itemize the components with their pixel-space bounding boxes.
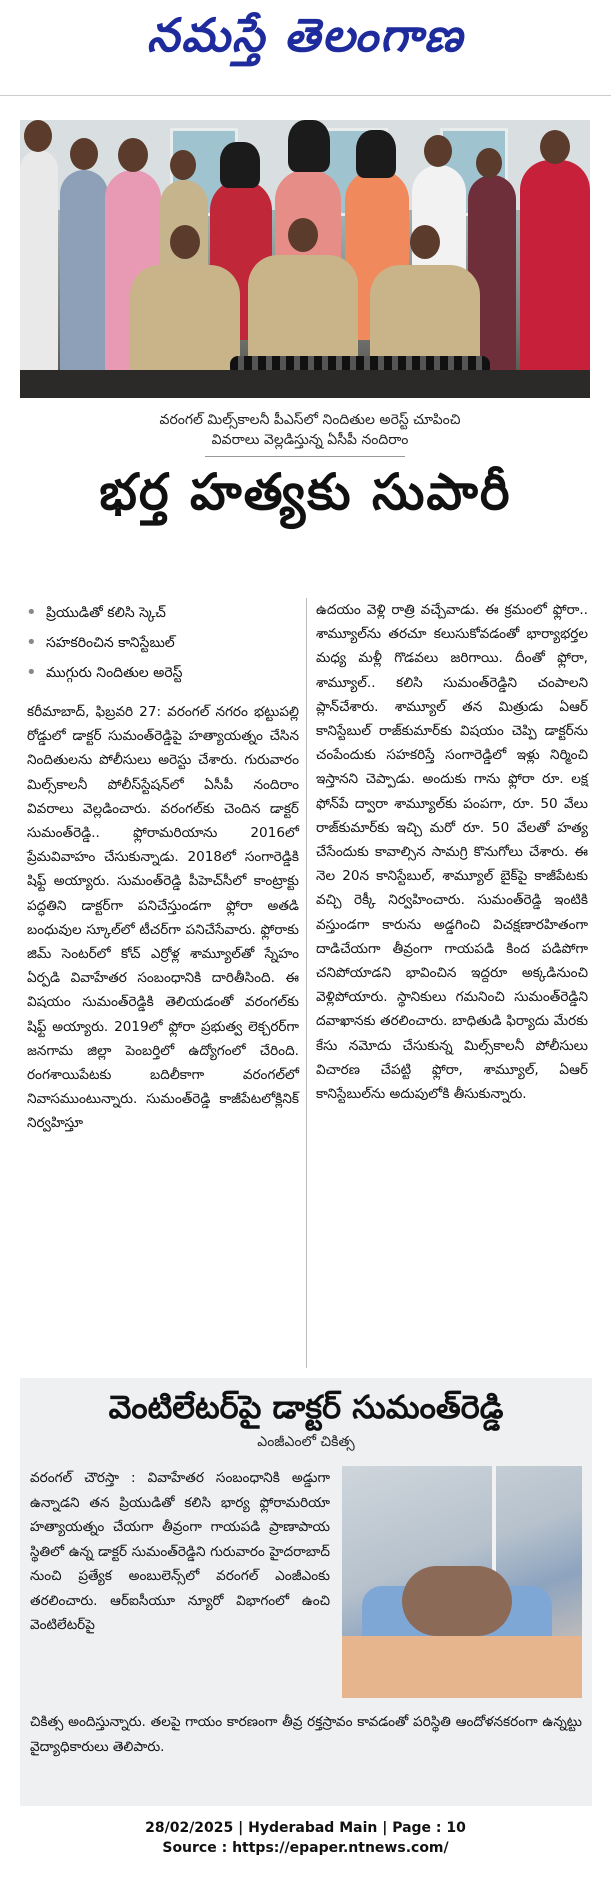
sidebar-story-text-continued: చికిత్స అందిస్తున్నారు. తలపై గాయం కారణంగా తీవ్ర రక్తస్రావం కావడంతో పరిస్థితి ఆందోళనకరంగా ఉన్నట్టు వైద్యాధికారులు తెలిపారు. (30, 1714, 582, 1755)
highlights-list (24, 598, 314, 688)
photo-caption-line2: వివరాలు వెల్లడిస్తున్న ఏసీపీ నందిరాం (211, 432, 409, 448)
sidebar-story-title: వెంటిలేటర్‌పై డాక్టర్ సుమంత్‌రెడ్డి (108, 1388, 504, 1426)
sidebar-story-box (20, 1378, 592, 1806)
article-headline: భర్త హత్యకు సుపారీ (99, 462, 512, 521)
article-column-right: ఉదయం వెళ్లి రాత్రి వచ్చేవాడు. ఈ క్రమంలో ఫ్లోరా.. శామ్యూల్‌ను తరచూ కలుసుకోవడంతో భార్యాభర్తల మధ్య మళ్లీ గొడవలు జరిగాయి. దీంతో ఫ్లోరా, శామ్యూల్.. కలిసి సుమంత్‌రెడ్డిని చంపాలని ప్లాన్‌చేశారు. శామ్యూల్ తన మిత్రుడు ఏఆర్ కానిస్టేబుల్ రాజ్‌కుమార్‌కు విషయం చెప్పి డాక్టర్‌ను చంపేందుకు సహకరిస్తే సంగారెడ్డిలో ఇళ్లు నిర్మించి ఇస్తానని చెప్పాడు. అందుకు గాను ఫ్లోరా రూ. లక్ష ఫోన్‌పే ద్వారా శామ్యూల్‌కు పంపగా, రూ. 50 వేలు రాజ్‌కుమార్‌కు ఇచ్చి మరో రూ. 50 వేలతో హత్య చేసేందుకు కావాల్సిన సామగ్రి కొనుగోలు చేశారు. ఈ నెల 20న కానిస్టేబుల్, శామ్యూల్ బైక్‌పై కాజీపేటకు వచ్చి రెక్కీ నిర్వహించారు. సుమంత్‌రెడ్డి ఇంటికి వస్తుండగా కారును అడ్డగించి విచక్షణారహితంగా దాడిచేయగా తీవ్రంగా గాయపడి కింద పడిపోగా చనిపోయాడని భావించిన ఇద్దరూ అక్కడినుంచి వెళ్లిపోయారు. స్థానికులు గమనించి సుమంత్‌రెడ్డిని దవాఖానకు తరలించారు. బాధితుడి ఫిర్యాదు మేరకు కేసు నమోదు చేసుకున్న మిల్స్‌కాలనీ పోలీసులు విచారణ చేపట్టి ఫ్లోరా, శామ్యూల్, ఏఆర్ కానిస్టేబుల్‌ను అదుపులోకి తీసుకున్నారు. (316, 602, 588, 1103)
footer-date-edition: 28/02/2025 | Hyderabad Main | Page : 10 (145, 1820, 466, 1836)
column-divider (306, 598, 307, 1368)
masthead-divider (0, 95, 611, 96)
page-footer (0, 1818, 611, 1858)
article-column-left: కరీమాబాద్, ఫిబ్రవరి 27: వరంగల్ నగరం భట్టుపల్లి రోడ్డులో డాక్టర్ సుమంత్‌రెడ్డిపై హత్యాయత్నం చేసిన నిందితులను పోలీసులు అరెస్టు చేశారు. గురువారం మిల్స్‌కాలనీ పోలీస్‌స్టేషన్‌లో ఏసీపీ నందిరాం వివరాలు వెల్లడించారు. వరంగల్‌కు చెందిన డాక్టర్ సుమంత్‌రెడ్డి.. ఫ్లోరామరియాను 2016లో ప్రేమవివాహం చేసుకున్నాడు. 2018లో సంగారెడ్డికి షిఫ్ట్ అయ్యారు. సుమంత్‌రెడ్డి పీహెచ్‌సీలో కాంట్రాక్టు పద్ధతిని డాక్టర్‌గా పనిచేస్తుండగా ఫ్లోరా అతడి బంధువుల స్కూల్‌లో టీచర్‌గా పనిచేసేవారు. ఫ్లోరాకు జిమ్ సెంటర్‌లో కోచ్ ఎర్రోళ్ల శామ్యూల్‌తో స్నేహం ఏర్పడి వివాహేతర సంబంధానికి దారితీసింది. ఈ విషయం సుమంత్‌రెడ్డికి తెలియడంతో వరంగల్‌కు షిఫ్ట్ అయ్యారు. 2019లో ఫ్లోరా ప్రభుత్వ లెక్చరర్‌గా జనగామ జిల్లా పెంబర్తిలో ఉద్యోగంలో చేరింది. రంగశాయిపేటకు బదిలీకాగా వరంగల్‌లో నివాసముంటున్నారు. సుమంత్‌రెడ్డి కాజీపేటలోక్లినిక్ నిర్వహిస్తూ (27, 704, 299, 1132)
hospital-photo (342, 1466, 582, 1698)
footer-source: Source : https://epaper.ntnews.com/ (162, 1840, 449, 1856)
highlight-item: • ప్రియుడితో కలిసి స్కెచ్ (24, 598, 314, 628)
sidebar-story-subtitle: ఎంజీఎంలో చికిత్స (257, 1434, 355, 1450)
masthead (0, 0, 611, 100)
news-photo (20, 120, 590, 398)
newspaper-logo: నమస్తే తెలంగాణ (146, 8, 465, 62)
photo-caption-line1: వరంగల్ మిల్స్‌కాలనీ పీఎస్‌లో నిందితుల అరెస్ట్ చూపించి (159, 412, 461, 428)
sidebar-story-text: వరంగల్ చౌరస్తా : వివాహేతర సంబంధానికి అడ్డుగా ఉన్నాడని తన ప్రియుడితో కలిసి భార్య ఫ్లోరామరియా హత్యాయత్నం చేయగా తీవ్రంగా గాయపడి ప్రాణాపాయ స్థితిలో ఉన్న డాక్టర్ సుమంత్‌రెడ్డిని గురువారం హైదరాబాద్ నుంచి ప్రత్యేక అంబులెన్స్‌లో వరంగల్ ఎంజీఎంకు తరలించారు. ఆర్ఐసీయూ న్యూరో విభాగంలో ఉంచి వెంటిలేటర్‌పై (30, 1470, 330, 1633)
headline-divider (205, 456, 405, 457)
photo-caption (60, 410, 560, 450)
highlight-item: • ముగ్గురు నిందితుల అరెస్ట్ (24, 658, 314, 688)
highlight-item: • సహకరించిన కానిస్టేబుల్ (24, 628, 314, 658)
